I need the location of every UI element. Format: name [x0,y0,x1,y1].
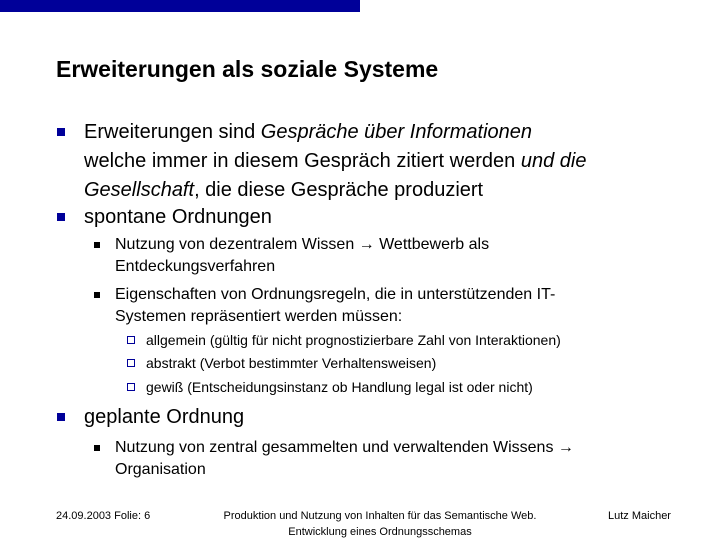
list-item [115,284,555,328]
bullet-icon [57,213,65,221]
list-item-text: Eigenschaften von Ordnungsregeln, die in unterstützenden IT- [115,286,556,303]
hollow-bullet-icon [127,383,135,391]
list-item-text: allgemein (gültig für nicht prognostizierbare Zahl von Interaktionen) [146,332,561,348]
bullet-icon [94,292,100,298]
text-segment-italic: und die [520,150,587,172]
footer-date-slide: 24.09.2003 Folie: 6 [56,510,151,522]
text-segment-italic: Gespräche über Informationen [260,121,533,143]
right-arrow-icon: → [557,439,574,456]
text-segment: welche immer in diesem Gespräch zitiert werden [84,150,521,172]
list-item-text: Nutzung von zentral gesammelten und verwaltenden Wissens [115,439,558,456]
list-item [115,234,489,278]
footer-author: Lutz Maicher [608,510,671,522]
list-item-text: abstrakt (Verbot bestimmter Verhaltensweisen) [146,355,437,371]
list-item-text: geplante Ordnung [84,406,245,428]
list-item [146,331,561,350]
list-item-text: Wettbewerb als [374,236,490,253]
hollow-bullet-icon [127,359,135,367]
list-item-text: Entdeckungsverfahren [115,258,276,275]
list-item [84,203,272,232]
footer-title-line: Produktion und Nutzung von Inhalten für das Semantische Web. [223,510,537,522]
list-item-text: Organisation [115,461,206,478]
text-segment: , die diese Gespräche produziert [194,179,484,201]
bullet-icon [94,242,100,248]
bullet-icon [57,128,65,136]
list-item-text: Systemen repräsentiert werden müssen: [115,308,403,325]
list-item [84,118,586,205]
list-item [84,403,244,432]
list-item [146,378,533,397]
list-item-text: gewiß (Entscheidungsinstanz ob Handlung legal ist oder nicht) [146,379,533,395]
top-accent-bar [0,0,360,12]
bullet-icon [57,413,65,421]
slide-title: Erweiterungen als soziale Systeme [56,56,439,82]
list-item-text: Nutzung von dezentralem Wissen [115,236,359,253]
footer-title-line: Entwicklung eines Ordnungsschemas [288,526,472,538]
text-segment-italic: Gesellschaft [84,179,195,201]
hollow-bullet-icon [127,336,135,344]
list-item [115,437,574,481]
list-item [146,354,436,373]
bullet-icon [94,445,100,451]
footer-title [198,508,562,540]
list-item-text: spontane Ordnungen [84,206,272,228]
right-arrow-icon: → [358,236,375,253]
text-segment: Erweiterungen sind [84,121,261,143]
